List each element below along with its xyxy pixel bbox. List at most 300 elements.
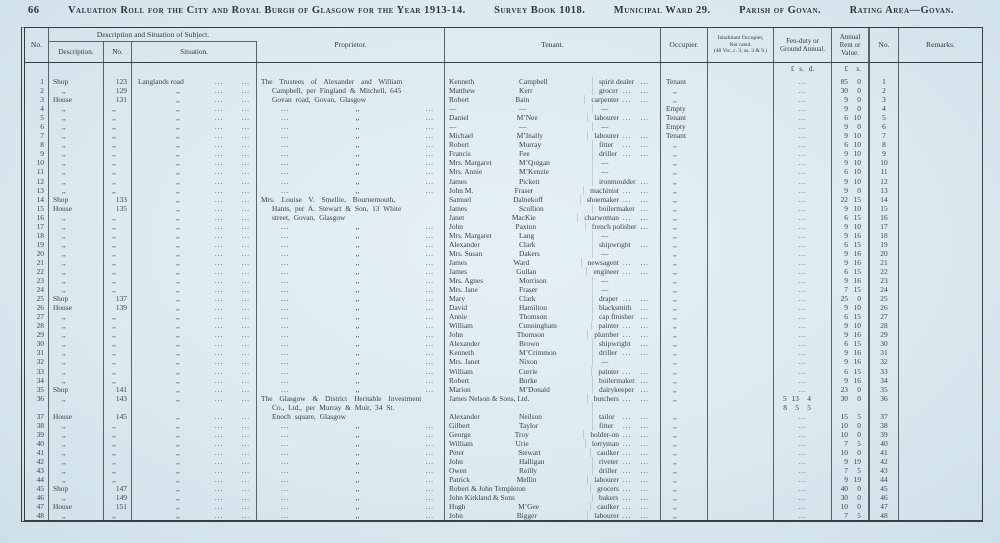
tenant-occupation: shoemaker ... ... (580, 195, 660, 204)
tenant-occupation: — (592, 167, 660, 176)
cell-situation: ,, ... ... (132, 149, 257, 158)
tenant-occupation: labourer ... ... (587, 475, 660, 484)
cell-situation: ,, ... ... (132, 457, 257, 466)
cell-annual-rent: 9 10 (832, 321, 869, 330)
cell-tenant: Alexander Brown shipwright ... (445, 339, 661, 348)
cell-feu-duty: ... (774, 430, 832, 439)
tenant-occupation (592, 403, 660, 412)
cell-tenant: John Thomson plumber ... ... (445, 330, 661, 339)
cell-tenant: John Bigger labourer ... ... (445, 511, 661, 520)
cell-feu-duty: ... (774, 421, 832, 430)
cell-proprietor: ... ,, ... (257, 330, 445, 339)
cell-occupier: Tenant (661, 77, 708, 86)
cell-tenant: Peter Stewart caulker ... ... (445, 448, 661, 457)
cell-proprietor: ... ,, ... (257, 312, 445, 321)
table-row (25, 240, 982, 249)
cell-situation: ,, ... ... (132, 439, 257, 448)
cell-street-number: ,, (104, 213, 132, 222)
cell-no-left: 13 (25, 186, 49, 195)
cell-no-right: 22 (869, 267, 899, 276)
cell-proprietor: ... ,, ... (257, 294, 445, 303)
cell-no-right: 5 (869, 113, 899, 122)
cell-description: ,, (49, 113, 104, 122)
cell-description: House (49, 204, 104, 213)
cell-annual-rent: 9 0 (832, 104, 869, 113)
cell-no-left: 17 (25, 222, 49, 231)
cell-no-left: 33 (25, 367, 49, 376)
table-row (25, 475, 982, 484)
cell-annual-rent: 9 10 (832, 177, 869, 186)
cell-no-left: 6 (25, 122, 49, 131)
cell-proprietor: Campbell, per Fingland & Mitchell, 645 (257, 86, 445, 95)
cell-no-right: 21 (869, 258, 899, 267)
cell-feu-duty: ... (774, 367, 832, 376)
cell-description: ,, (49, 149, 104, 158)
cell-occupier: ,, (661, 285, 708, 294)
cell-occupier: ,, (661, 204, 708, 213)
cell-occupier: ,, (661, 367, 708, 376)
cell-street-number: ,, (104, 439, 132, 448)
table-row (25, 113, 982, 122)
cell-no-left: 19 (25, 240, 49, 249)
cell-feu-duty: ... (774, 466, 832, 475)
cell-feu-duty: ... (774, 502, 832, 511)
page-header (28, 5, 954, 21)
cell-inhabitant-occupier (708, 403, 774, 412)
cell-no-right: 23 (869, 276, 899, 285)
units-row (25, 63, 982, 77)
cell-occupier: ,, (661, 348, 708, 357)
cell-no-right: 31 (869, 348, 899, 357)
cell-situation: ,, ... ... (132, 475, 257, 484)
cell-tenant: William Urie lorryman ... ... (445, 439, 661, 448)
cell-annual-rent: 6 15 (832, 240, 869, 249)
cell-tenant: Annie Thomson cap finisher ... (445, 312, 661, 321)
cell-annual-rent: 9 0 (832, 186, 869, 195)
cell-proprietor: Mrs. Louise V. Smellie, Bournemouth, (257, 195, 445, 204)
cell-street-number: ,, (104, 149, 132, 158)
cell-remarks (899, 213, 982, 222)
cell-inhabitant-occupier (708, 240, 774, 249)
cell-no-right: 47 (869, 502, 899, 511)
cell-occupier: ,, (661, 222, 708, 231)
cell-no-right: 3 (869, 95, 899, 104)
tenant-occupation: fitter ... ... (592, 140, 660, 149)
cell-no-right: 10 (869, 158, 899, 167)
cell-inhabitant-occupier (708, 385, 774, 394)
cell-proprietor: ... ,, ... (257, 303, 445, 312)
tenant-occupation: — (592, 285, 660, 294)
cell-remarks (899, 357, 982, 366)
cell-annual-rent: 7 5 (832, 439, 869, 448)
cell-annual-rent: 10 0 (832, 448, 869, 457)
cell-proprietor: ... ,, ... (257, 430, 445, 439)
cell-remarks (899, 484, 982, 493)
cell-annual-rent: 22 15 (832, 195, 869, 204)
cell-no-right: 6 (869, 122, 899, 131)
table-row (25, 149, 982, 158)
cell-street-number: 133 (104, 195, 132, 204)
cell-no-right: 19 (869, 240, 899, 249)
cell-inhabitant-occupier (708, 412, 774, 421)
cell-no-right: 44 (869, 475, 899, 484)
cell-feu-duty: ... (774, 149, 832, 158)
cell-no-right: 27 (869, 312, 899, 321)
cell-occupier: ,, (661, 140, 708, 149)
desc-subheaders (49, 42, 257, 62)
cell-annual-rent: 6 10 (832, 113, 869, 122)
units-cell (869, 63, 899, 77)
cell-situation: ,, ... ... (132, 511, 257, 520)
cell-tenant: Kenneth M’Crimmon driller ... ... (445, 348, 661, 357)
cell-feu-duty: ... (774, 312, 832, 321)
cell-description: ,, (49, 222, 104, 231)
cell-proprietor: ... ,, ... (257, 502, 445, 511)
cell-feu-duty: ... (774, 484, 832, 493)
cell-street-number: 123 (104, 77, 132, 86)
cell-street-number: ,, (104, 249, 132, 258)
table-row (25, 348, 982, 357)
cell-occupier: Empty (661, 104, 708, 113)
units-cell (899, 63, 982, 77)
cell-street-number: 129 (104, 86, 132, 95)
cell-no-right: 48 (869, 511, 899, 520)
cell-remarks (899, 140, 982, 149)
cell-description (49, 403, 104, 412)
cell-proprietor: ... ,, ... (257, 131, 445, 140)
table-row (25, 339, 982, 348)
tenant-occupation: plumber ... ... (587, 330, 660, 339)
cell-inhabitant-occupier (708, 357, 774, 366)
cell-no-right: 12 (869, 177, 899, 186)
table-row (25, 303, 982, 312)
cell-no-left: 44 (25, 475, 49, 484)
tenant-occupation: cap finisher ... (592, 312, 660, 321)
cell-no-right: 36 (869, 394, 899, 403)
cell-description: ,, (49, 258, 104, 267)
cell-situation: ,, ... ... (132, 493, 257, 502)
cell-situation: ,, ... ... (132, 122, 257, 131)
cell-street-number: 143 (104, 394, 132, 403)
cell-tenant: Mrs. Susan Dakers — (445, 249, 661, 258)
cell-annual-rent: 7 5 (832, 511, 869, 520)
cell-description: ,, (49, 104, 104, 113)
tenant-occupation: newsagent ... ... (581, 258, 660, 267)
cell-no-left: 4 (25, 104, 49, 113)
cell-no-left: 28 (25, 321, 49, 330)
cell-description: ,, (49, 493, 104, 502)
tenant-occupation: — (592, 104, 660, 113)
table-row (25, 177, 982, 186)
cell-situation: ,, ... ... (132, 312, 257, 321)
cell-inhabitant-occupier (708, 249, 774, 258)
cell-no-right: 39 (869, 430, 899, 439)
cell-tenant: David Hamilton blacksmith ... (445, 303, 661, 312)
cell-occupier: ,, (661, 258, 708, 267)
cell-feu-duty: ... (774, 448, 832, 457)
rating-area-label: Rating Area—Govan. (849, 5, 954, 16)
cell-no-left: 47 (25, 502, 49, 511)
cell-inhabitant-occupier (708, 186, 774, 195)
cell-no-left: 10 (25, 158, 49, 167)
cell-proprietor: street, Govan, Glasgow (257, 213, 445, 222)
cell-annual-rent: 10 0 (832, 421, 869, 430)
cell-street-number: 149 (104, 493, 132, 502)
cell-description: ,, (49, 267, 104, 276)
cell-situation: ,, ... ... (132, 502, 257, 511)
cell-proprietor: ... ,, ... (257, 276, 445, 285)
page-title: Valuation Roll for the City and Royal Burgh of Glasgow for the Year 1913-14. (67, 5, 466, 16)
cell-remarks (899, 448, 982, 457)
cell-street-number: ,, (104, 258, 132, 267)
cell-description: ,, (49, 339, 104, 348)
cell-description: Shop (49, 294, 104, 303)
cell-remarks (899, 122, 982, 131)
cell-inhabitant-occupier (708, 367, 774, 376)
cell-inhabitant-occupier (708, 140, 774, 149)
cell-street-number: ,, (104, 285, 132, 294)
table-row (25, 312, 982, 321)
cell-feu-duty: ... (774, 357, 832, 366)
cell-feu-duty: ... (774, 285, 832, 294)
cell-inhabitant-occupier (708, 149, 774, 158)
cell-proprietor: ... ,, ... (257, 167, 445, 176)
table-row (25, 249, 982, 258)
cell-no-left: 3 (25, 95, 49, 104)
tenant-occupation: engineer ... ... (586, 267, 660, 276)
cell-inhabitant-occupier (708, 131, 774, 140)
cell-remarks (899, 231, 982, 240)
cell-annual-rent: 9 10 (832, 158, 869, 167)
cell-situation: ,, ... ... (132, 357, 257, 366)
cell-situation: ,, ... ... (132, 95, 257, 104)
cell-inhabitant-occupier (708, 113, 774, 122)
cell-no-left: 18 (25, 231, 49, 240)
cell-inhabitant-occupier (708, 484, 774, 493)
cell-no-right: 2 (869, 86, 899, 95)
cell-situation: ,, ... ... (132, 367, 257, 376)
cell-no-right: 40 (869, 439, 899, 448)
cell-inhabitant-occupier (708, 158, 774, 167)
cell-occupier: ,, (661, 95, 708, 104)
cell-inhabitant-occupier (708, 86, 774, 95)
cell-remarks (899, 177, 982, 186)
rent-units-pounds: £ (844, 65, 848, 73)
cell-proprietor: The Trustees of Alexander and William (257, 77, 445, 86)
cell-inhabitant-occupier (708, 177, 774, 186)
table-row (25, 439, 982, 448)
table-row (25, 267, 982, 276)
cell-no-right: 1 (869, 77, 899, 86)
tenant-occupation: draper ... ... (592, 294, 660, 303)
tenant-occupation: charwoman ... ... (577, 213, 660, 222)
cell-proprietor: ... ,, ... (257, 385, 445, 394)
table-row (25, 493, 982, 502)
cell-annual-rent: 9 16 (832, 249, 869, 258)
cell-description: ,, (49, 158, 104, 167)
tenant-occupation: spirit dealer ... (592, 77, 660, 86)
rent-units-shillings: s. (856, 65, 861, 73)
cell-situation: ,, ... ... (132, 294, 257, 303)
cell-description: ,, (49, 475, 104, 484)
cell-no-left: 42 (25, 457, 49, 466)
cell-proprietor: ... ,, ... (257, 448, 445, 457)
cell-inhabitant-occupier (708, 204, 774, 213)
cell-tenant: James Scullion boilermaker ... (445, 204, 661, 213)
table-row (25, 276, 982, 285)
cell-feu-duty: ... (774, 321, 832, 330)
table-row (25, 502, 982, 511)
cell-tenant: John Paxton french polisher ... (445, 222, 661, 231)
cell-description: House (49, 95, 104, 104)
cell-no-right: 41 (869, 448, 899, 457)
cell-street-number: ,, (104, 222, 132, 231)
cell-description: ,, (49, 457, 104, 466)
tenant-occupation: driller ... ... (592, 466, 660, 475)
table-row (25, 186, 982, 195)
col-header-remarks: Remarks. (926, 39, 955, 49)
cell-occupier: Tenant (661, 113, 708, 122)
table-row (25, 131, 982, 140)
cell-feu-duty: ... (774, 267, 832, 276)
cell-remarks (899, 394, 982, 403)
cell-annual-rent: 9 0 (832, 95, 869, 104)
cell-street-number: ,, (104, 104, 132, 113)
cell-description: ,, (49, 167, 104, 176)
cell-street-number: ,, (104, 475, 132, 484)
cell-inhabitant-occupier (708, 267, 774, 276)
cell-situation: ,, ... ... (132, 321, 257, 330)
cell-annual-rent: 6 10 (832, 167, 869, 176)
cell-no-right: 38 (869, 421, 899, 430)
cell-inhabitant-occupier (708, 104, 774, 113)
cell-description: ,, (49, 448, 104, 457)
table-row (25, 385, 982, 394)
units-cell (445, 63, 661, 77)
cell-tenant: Patrick Mellin labourer ... ... (445, 475, 661, 484)
cell-no-right: 4 (869, 104, 899, 113)
cell-annual-rent: 6 15 (832, 339, 869, 348)
cell-description: ,, (49, 122, 104, 131)
cell-description: ,, (49, 86, 104, 95)
cell-tenant: William Cunningham painter ... ... (445, 321, 661, 330)
units-cell (104, 63, 132, 77)
cell-annual-rent: 9 16 (832, 348, 869, 357)
cell-remarks (899, 149, 982, 158)
cell-inhabitant-occupier (708, 394, 774, 403)
cell-annual-rent: 9 19 (832, 457, 869, 466)
cell-remarks (899, 167, 982, 176)
cell-street-number: ,, (104, 367, 132, 376)
cell-annual-rent: 9 10 (832, 131, 869, 140)
cell-no-left: 1 (25, 77, 49, 86)
cell-occupier: ,, (661, 330, 708, 339)
cell-occupier: ,, (661, 158, 708, 167)
units-cell (49, 63, 104, 77)
col-header-occupier: Occupier. (661, 28, 708, 62)
cell-feu-duty: ... (774, 140, 832, 149)
cell-street-number: 151 (104, 502, 132, 511)
cell-description: ,, (49, 376, 104, 385)
tenant-occupation: — (592, 249, 660, 258)
cell-occupier: ,, (661, 466, 708, 475)
cell-proprietor: Enoch square, Glasgow (257, 412, 445, 421)
table-row (25, 330, 982, 339)
table-row (25, 466, 982, 475)
cell-no-left: 45 (25, 484, 49, 493)
tenant-occupation: — (592, 276, 660, 285)
cell-remarks (899, 312, 982, 321)
cell-no-left: 9 (25, 149, 49, 158)
cell-annual-rent: 7 15 (832, 285, 869, 294)
cell-remarks (899, 348, 982, 357)
cell-remarks (899, 457, 982, 466)
cell-annual-rent: 9 10 (832, 222, 869, 231)
cell-no-right: 32 (869, 357, 899, 366)
cell-inhabitant-occupier (708, 330, 774, 339)
cell-tenant: Robert Bain carpenter ... ... (445, 95, 661, 104)
cell-tenant: Mrs. Agnes Morrison — (445, 276, 661, 285)
cell-feu-duty: ... (774, 167, 832, 176)
cell-proprietor: ... ,, ... (257, 267, 445, 276)
cell-feu-duty: ... (774, 339, 832, 348)
cell-proprietor: ... ,, ... (257, 357, 445, 366)
cell-no-right: 28 (869, 321, 899, 330)
cell-occupier: ,, (661, 321, 708, 330)
cell-occupier: ,, (661, 167, 708, 176)
cell-no-left: 2 (25, 86, 49, 95)
cell-inhabitant-occupier (708, 285, 774, 294)
cell-description: ,, (49, 430, 104, 439)
tenant-occupation: labourer ... ... (587, 113, 660, 122)
tenant-occupation: labourer ... ... (587, 511, 660, 520)
table-row (25, 95, 982, 104)
table-row (25, 104, 982, 113)
cell-occupier: Tenant (661, 131, 708, 140)
cell-annual-rent: 30 0 (832, 493, 869, 502)
cell-street-number: ,, (104, 511, 132, 520)
cell-inhabitant-occupier (708, 475, 774, 484)
inhabitant-header-line1: Inhabitant Occupier, (717, 35, 764, 42)
cell-no-left: 37 (25, 412, 49, 421)
cell-street-number: ,, (104, 430, 132, 439)
cell-annual-rent: 6 15 (832, 367, 869, 376)
cell-street-number: ,, (104, 158, 132, 167)
table-row (25, 412, 982, 421)
cell-street-number (104, 403, 132, 412)
cell-proprietor: ... ,, ... (257, 466, 445, 475)
cell-no-left: 41 (25, 448, 49, 457)
cell-description: ,, (49, 321, 104, 330)
cell-occupier: ,, (661, 493, 708, 502)
cell-remarks (899, 113, 982, 122)
cell-annual-rent: 15 5 (832, 412, 869, 421)
cell-situation: ,, ... ... (132, 421, 257, 430)
cell-proprietor: ... ,, ... (257, 475, 445, 484)
cell-no-right: 24 (869, 285, 899, 294)
cell-situation (132, 403, 257, 412)
cell-inhabitant-occupier (708, 222, 774, 231)
inhabitant-header-line2: Not rated. (729, 41, 752, 48)
cell-situation: ,, ... ... (132, 412, 257, 421)
cell-occupier: ,, (661, 430, 708, 439)
col-header-description: Description. (49, 42, 104, 62)
cell-no-left: 16 (25, 213, 49, 222)
cell-inhabitant-occupier (708, 122, 774, 131)
cell-street-number: 145 (104, 412, 132, 421)
cell-remarks (899, 502, 982, 511)
cell-remarks (899, 95, 982, 104)
